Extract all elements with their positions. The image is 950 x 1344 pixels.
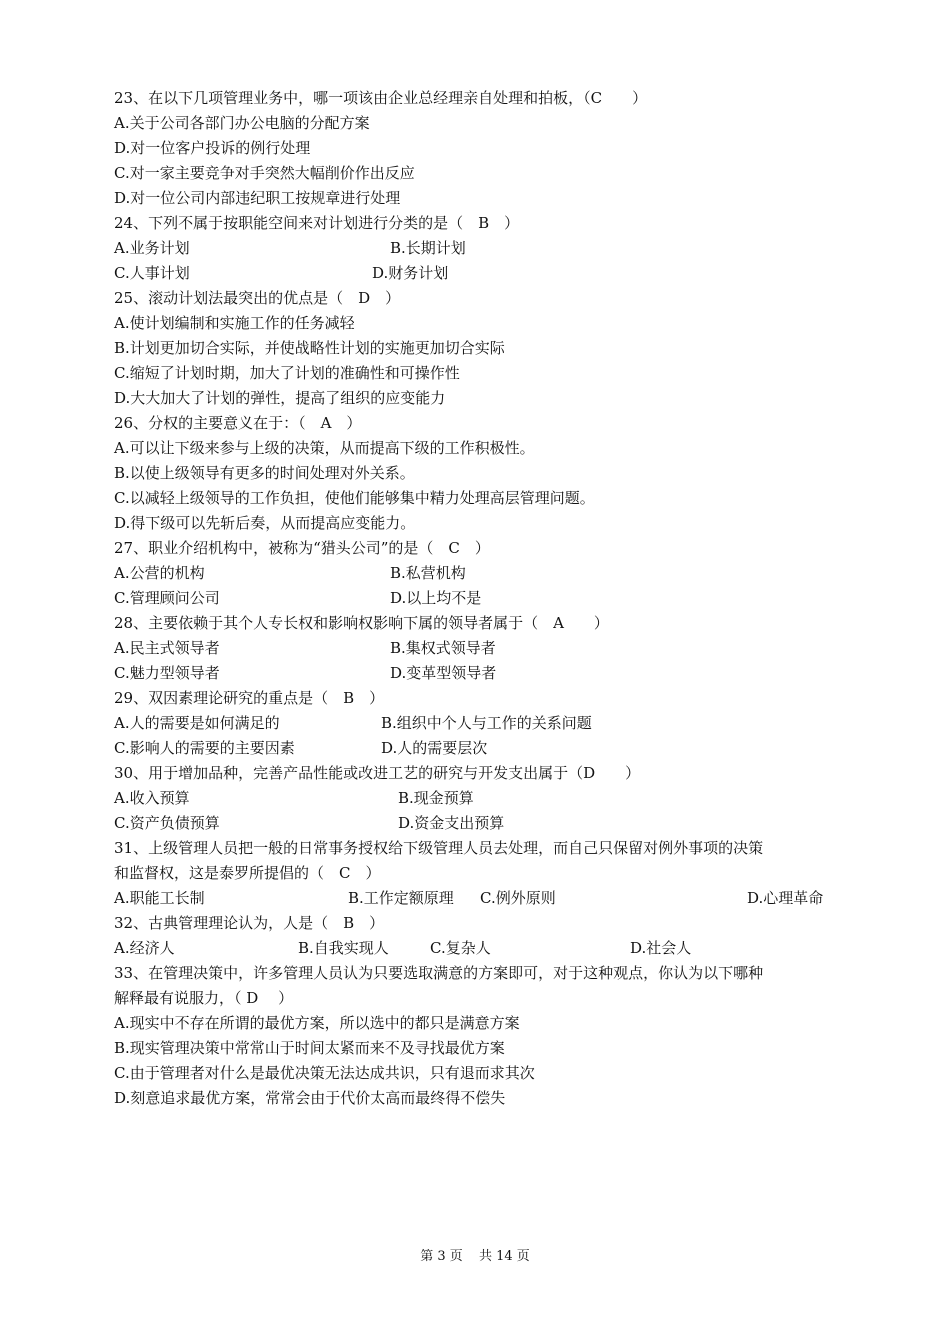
option-text: B.自我实现人: [298, 939, 389, 957]
line-text: 32、古典管理理论认为，人是（ B ）: [114, 914, 385, 932]
option-text: B.组织中个人与工作的关系问题: [381, 714, 592, 732]
line-text: 解释最有说服力，（ D ）: [114, 989, 294, 1007]
line-text: D.刻意追求最优方案，常常会由于代价太高而最终得不偿失: [114, 1089, 506, 1107]
option-text: D.以上均不是: [390, 589, 482, 607]
option-text: B.长期计划: [390, 239, 466, 257]
line-text: A.公营的机构: [114, 564, 205, 582]
line-text: 25、滚动计划法最突出的优点是（ D ）: [114, 289, 401, 307]
option-text: B.私营机构: [390, 564, 466, 582]
line-text: 31、上级管理人员把一般的日常事务授权给下级管理人员去处理，而自己只保留对例外事项的决策: [114, 839, 764, 857]
line-text: A.经济人: [114, 939, 175, 957]
line-text: 26、分权的主要意义在于：（ A ）: [114, 414, 362, 432]
option-text: D.人的需要层次: [381, 739, 488, 757]
option-text: D.变革型领导者: [390, 664, 497, 682]
line-text: 28、主要依赖于其个人专长权和影响权影响下属的领导者属于（ A ）: [114, 614, 609, 632]
line-text: 23、在以下几项管理业务中，哪一项该由企业总经理亲自处理和拍板，（C ）: [114, 89, 648, 107]
line-text: B.以使上级领导有更多的时间处理对外关系。: [114, 464, 415, 482]
line-text: 24、下列不属于按职能空间来对计划进行分类的是（ B ）: [114, 214, 520, 232]
page-footer: [0, 1248, 950, 1266]
line-text: 和监督权，这是泰罗所提倡的（ C ）: [114, 864, 381, 882]
line-text: 30、用于增加品种，完善产品性能或改进工艺的研究与开发支出属于（D ）: [114, 764, 641, 782]
option-text: B.现金预算: [398, 789, 474, 807]
option-text: D.心理革命: [747, 889, 824, 907]
line-text: C.对一家主要竞争对手突然大幅削价作出反应: [114, 164, 415, 182]
option-text: B.工作定额原理: [348, 889, 454, 907]
line-text: 27、职业介绍机构中，被称为“猎头公司”的是（ C ）: [114, 539, 490, 557]
option-text: D.资金支出预算: [398, 814, 505, 832]
line-text: D.大大加大了计划的弹性，提高了组织的应变能力: [114, 389, 446, 407]
page-current: 第 3 页: [420, 1249, 463, 1264]
line-text: A.使计划编制和实施工作的任务减轻: [114, 314, 355, 332]
option-text: D.财务计划: [372, 264, 449, 282]
line-text: C.资产负债预算: [114, 814, 220, 832]
option-text: C.例外原则: [480, 889, 556, 907]
option-text: C.复杂人: [430, 939, 491, 957]
line-text: B.现实管理决策中常常山于时间太紧而来不及寻找最优方案: [114, 1039, 505, 1057]
line-text: D.对一位客户投诉的例行处理: [114, 139, 311, 157]
line-text: C.由于管理者对什么是最优决策无法达成共识，只有退而求其次: [114, 1064, 535, 1082]
line-text: 29、双因素理论研究的重点是（ B ）: [114, 689, 385, 707]
option-text: D.社会人: [630, 939, 692, 957]
line-text: B.计划更加切合实际，并使战略性计划的实施更加切合实际: [114, 339, 505, 357]
line-text: A.业务计划: [114, 239, 190, 257]
line-text: A.可以让下级来参与上级的决策，从而提高下级的工作积极性。: [114, 439, 535, 457]
line-text: A.人的需要是如何满足的: [114, 714, 280, 732]
line-text: A.收入预算: [114, 789, 190, 807]
line-text: A.职能工长制: [114, 889, 205, 907]
line-text: C.以减轻上级领导的工作负担，使他们能够集中精力处理高层管理问题。: [114, 489, 595, 507]
line-text: A.现实中不存在所谓的最优方案，所以选中的都只是满意方案: [114, 1014, 520, 1032]
line-text: A.关于公司各部门办公电脑的分配方案: [114, 114, 370, 132]
line-text: C.管理顾问公司: [114, 589, 220, 607]
line-text: D.对一位公司内部违纪职工按规章进行处理: [114, 189, 401, 207]
page-total: 共 14 页: [478, 1249, 530, 1264]
line-text: C.影响人的需要的主要因素: [114, 739, 295, 757]
line-text: A.民主式领导者: [114, 639, 220, 657]
line-text: C.人事计划: [114, 264, 190, 282]
line-text: 33、在管理决策中，许多管理人员认为只要选取满意的方案即可，对于这种观点，你认为以下哪种: [114, 964, 764, 982]
line-text: C.魅力型领导者: [114, 664, 220, 682]
option-text: B.集权式领导者: [390, 639, 496, 657]
line-text: D.得下级可以先斩后奏，从而提高应变能力。: [114, 514, 416, 532]
line-text: C.缩短了计划时期，加大了计划的准确性和可操作性: [114, 364, 460, 382]
